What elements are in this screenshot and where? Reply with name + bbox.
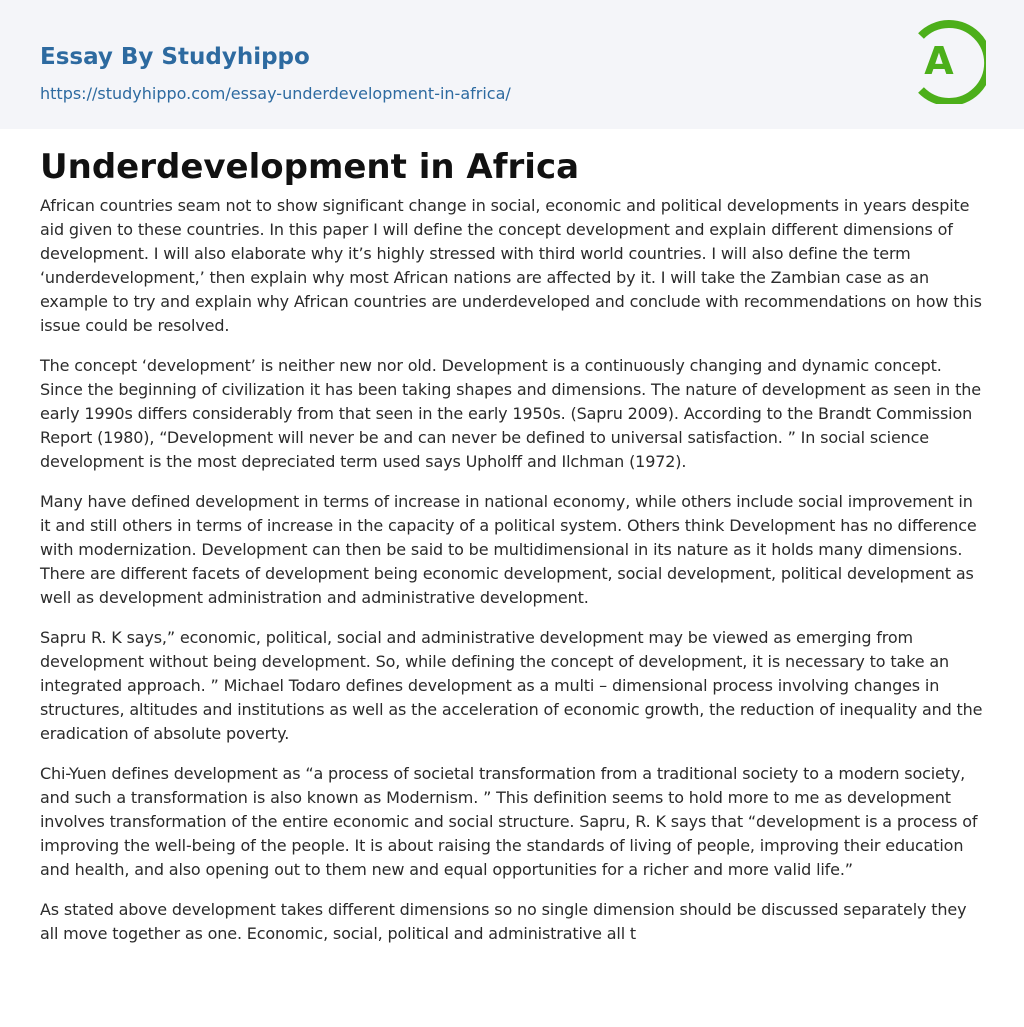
essay-paragraph: Many have defined development in terms of increase in national economy, while others include social improvement in it and still others in terms of increase in the capacity of a political system. Others think Development has no difference with modernization. Development can then be said to be multidimensional in its nature as it holds many dimensions. There are different facets of development being economic development, social development, political development as well as development administration and administrative development.: [40, 492, 977, 607]
logo-letter: A: [924, 39, 954, 83]
essay-paragraph: Chi-Yuen defines development as “a process of societal transformation from a traditional society to a modern society, and such a transformation is also known as Modernism. ” This definition seems to hold more to me as development involves transformation of the entire economic and social structure. Sapru, R. K says that “development is a process of improving the well-being of the people. It is about raising the standards of living of people, improving their education and health, and also opening out to them new and equal opportunities for a richer and more valid life.”: [40, 764, 978, 879]
essay-body: [40, 194, 984, 962]
essay-title: Underdevelopment in Africa: [40, 147, 580, 187]
site-header: [0, 0, 1024, 129]
essay-url-link[interactable]: https://studyhippo.com/essay-underdevelopment-in-africa/: [40, 84, 511, 103]
brand-title[interactable]: Essay By Studyhippo: [40, 44, 310, 70]
studyhippo-logo-icon[interactable]: [910, 18, 986, 104]
essay-paragraph: African countries seam not to show significant change in social, economic and political developments in years despite aid given to these countries. In this paper I will define the concept development and explain different dimensions of development. I will also elaborate why it’s highly stressed with third world countries. I will also define the term ‘underdevelopment,’ then explain why most African nations are affected by it. I will take the Zambian case as an example to try and explain why African countries are underdeveloped and conclude with recommendations on how this issue could be resolved.: [40, 196, 982, 335]
essay-paragraph: As stated above development takes different dimensions so no single dimension should be discussed separately they all move together as one. Economic, social, political and administrative all t: [40, 900, 967, 943]
essay-paragraph: Sapru R. K says,” economic, political, social and administrative development may be viewed as emerging from development without being development. So, while defining the concept of development, it is necessary to take an integrated approach. ” Michael Todaro defines development as a multi – dimensional process involving changes in structures, altitudes and institutions as well as the acceleration of economic growth, the reduction of inequality and the eradication of absolute poverty.: [40, 628, 983, 743]
essay-paragraph: The concept ‘development’ is neither new nor old. Development is a continuously changing and dynamic concept. Since the beginning of civilization it has been taking shapes and dimensions. The nature of development as seen in the early 1990s differs considerably from that seen in the early 1950s. (Sapru 2009). According to the Brandt Commission Report (1980), “Development will never be and can never be defined to universal satisfaction. ” In social science development is the most depreciated term used says Upholff and Ilchman (1972).: [40, 356, 981, 471]
